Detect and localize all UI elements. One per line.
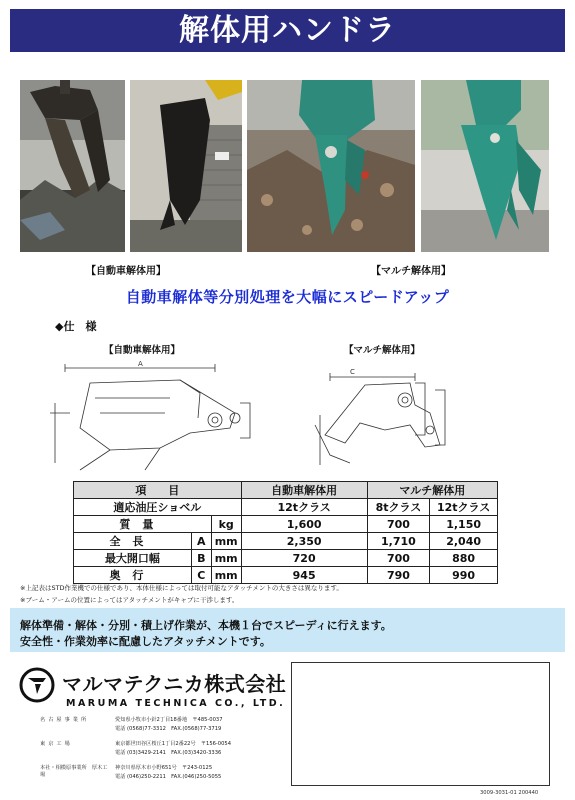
drawing-caption-multi: 【マルチ解体用】 xyxy=(344,345,421,356)
spec-header-item: 項 目 xyxy=(74,482,242,499)
spec-heading: ◆仕 様 xyxy=(55,320,97,333)
spec-unit: kg xyxy=(211,516,241,533)
spec-label: 全長 xyxy=(74,533,192,550)
document-number: 3009-3031-01 200440 xyxy=(480,790,539,796)
spec-header-car: 自動車解体用 xyxy=(241,482,367,499)
car-dismantling-drawing xyxy=(50,358,255,473)
feature-line: 安全性・作業効率に配慮したアタッチメントです。 xyxy=(20,635,271,648)
spec-code: A xyxy=(191,533,211,550)
office-label: 本社・相模原事業所 厚木工場 xyxy=(40,765,108,778)
spec-excavator-multi-a: 8tクラス xyxy=(367,499,430,516)
spec-value-multi-a: 790 xyxy=(367,567,430,584)
office-address: 神奈川県厚木市小野651号 〒243-0125 xyxy=(115,765,213,771)
dealer-stamp-box xyxy=(291,662,550,786)
photo-caption-car: 【自動車解体用】 xyxy=(86,266,166,277)
spec-excavator-multi-b: 12tクラス xyxy=(430,499,498,516)
office-phone: 電話 (03)3429-2141 FAX.(03)3420-3336 xyxy=(115,750,222,756)
spec-row-length xyxy=(74,533,498,550)
spec-label: 最大開口幅 xyxy=(74,550,192,567)
spec-table xyxy=(73,481,498,584)
maruma-logo-icon xyxy=(19,667,55,703)
spec-value-multi-a: 700 xyxy=(367,550,430,567)
spec-excavator-row xyxy=(74,499,498,516)
spec-label: 質量 xyxy=(74,516,212,533)
spec-row-mass xyxy=(74,516,498,533)
car-dismantling-photo-2 xyxy=(130,80,242,252)
multi-dismantling-drawing xyxy=(305,355,470,475)
spec-row-opening xyxy=(74,550,498,567)
office-phone: 電話 (046)250-2211 FAX.(046)250-5055 xyxy=(115,774,222,780)
office-address: 東京都世田谷区桜丘1丁目2番22号 〒156-0054 xyxy=(115,741,231,747)
spec-value-multi-a: 1,710 xyxy=(367,533,430,550)
office-label: 名古屋事業所 xyxy=(40,717,90,723)
company-name-en: MARUMA TECHNICA CO., LTD. xyxy=(66,698,286,709)
spec-note: ※ブーム・アームの位置によってはアタッチメントがキャブに干渉します。 xyxy=(20,596,239,604)
drawing-label-c: C xyxy=(350,368,355,376)
spec-value-multi-b: 880 xyxy=(430,550,498,567)
spec-value-multi-b: 1,150 xyxy=(430,516,498,533)
multi-dismantling-photo-2 xyxy=(421,80,549,252)
spec-unit: mm xyxy=(211,533,241,550)
spec-excavator-car: 12tクラス xyxy=(241,499,367,516)
spec-excavator-label: 適応油圧ショベル xyxy=(74,499,242,516)
title-banner xyxy=(10,9,565,52)
office-address: 愛知県小牧市小針2丁目18番地 〒485-0037 xyxy=(115,717,223,723)
spec-code: C xyxy=(191,567,211,584)
spec-unit: mm xyxy=(211,567,241,584)
spec-value-multi-b: 2,040 xyxy=(430,533,498,550)
page-title: 解体用ハンドラ xyxy=(179,13,396,48)
spec-unit: mm xyxy=(211,550,241,567)
spec-header-row xyxy=(74,482,498,499)
spec-value-multi-b: 990 xyxy=(430,567,498,584)
spec-value-multi-a: 700 xyxy=(367,516,430,533)
office-label: 東京工場 xyxy=(40,741,73,747)
spec-value-car: 2,350 xyxy=(241,533,367,550)
company-name-jp: マルマテクニカ株式会社 xyxy=(62,672,287,696)
spec-header-multi: マルチ解体用 xyxy=(367,482,497,499)
spec-code: B xyxy=(191,550,211,567)
photo-caption-multi: 【マルチ解体用】 xyxy=(371,266,451,277)
spec-value-car: 945 xyxy=(241,567,367,584)
spec-value-car: 720 xyxy=(241,550,367,567)
spec-notes xyxy=(20,582,343,606)
spec-row-depth xyxy=(74,567,498,584)
spec-label: 奥行 xyxy=(74,567,192,584)
tagline: 自動車解体等分別処理を大幅にスピードアップ xyxy=(125,288,450,306)
feature-line: 解体準備・解体・分別・積上げ作業が、本機１台でスピーディに行えます。 xyxy=(20,619,392,632)
spec-value-car: 1,600 xyxy=(241,516,367,533)
office-phone: 電話 (0568)77-3312 FAX.(0568)77-3719 xyxy=(115,726,222,732)
car-dismantling-photo-1 xyxy=(20,80,125,252)
multi-dismantling-photo-1 xyxy=(247,80,415,252)
drawing-label-a: A xyxy=(138,360,143,368)
spec-note: ※上記表はSTD作業機での仕様であり、本体仕様によっては取付可能なアタッチメントの大きさは異なります。 xyxy=(20,584,343,592)
feature-box xyxy=(10,608,565,652)
drawing-caption-car: 【自動車解体用】 xyxy=(104,345,181,356)
